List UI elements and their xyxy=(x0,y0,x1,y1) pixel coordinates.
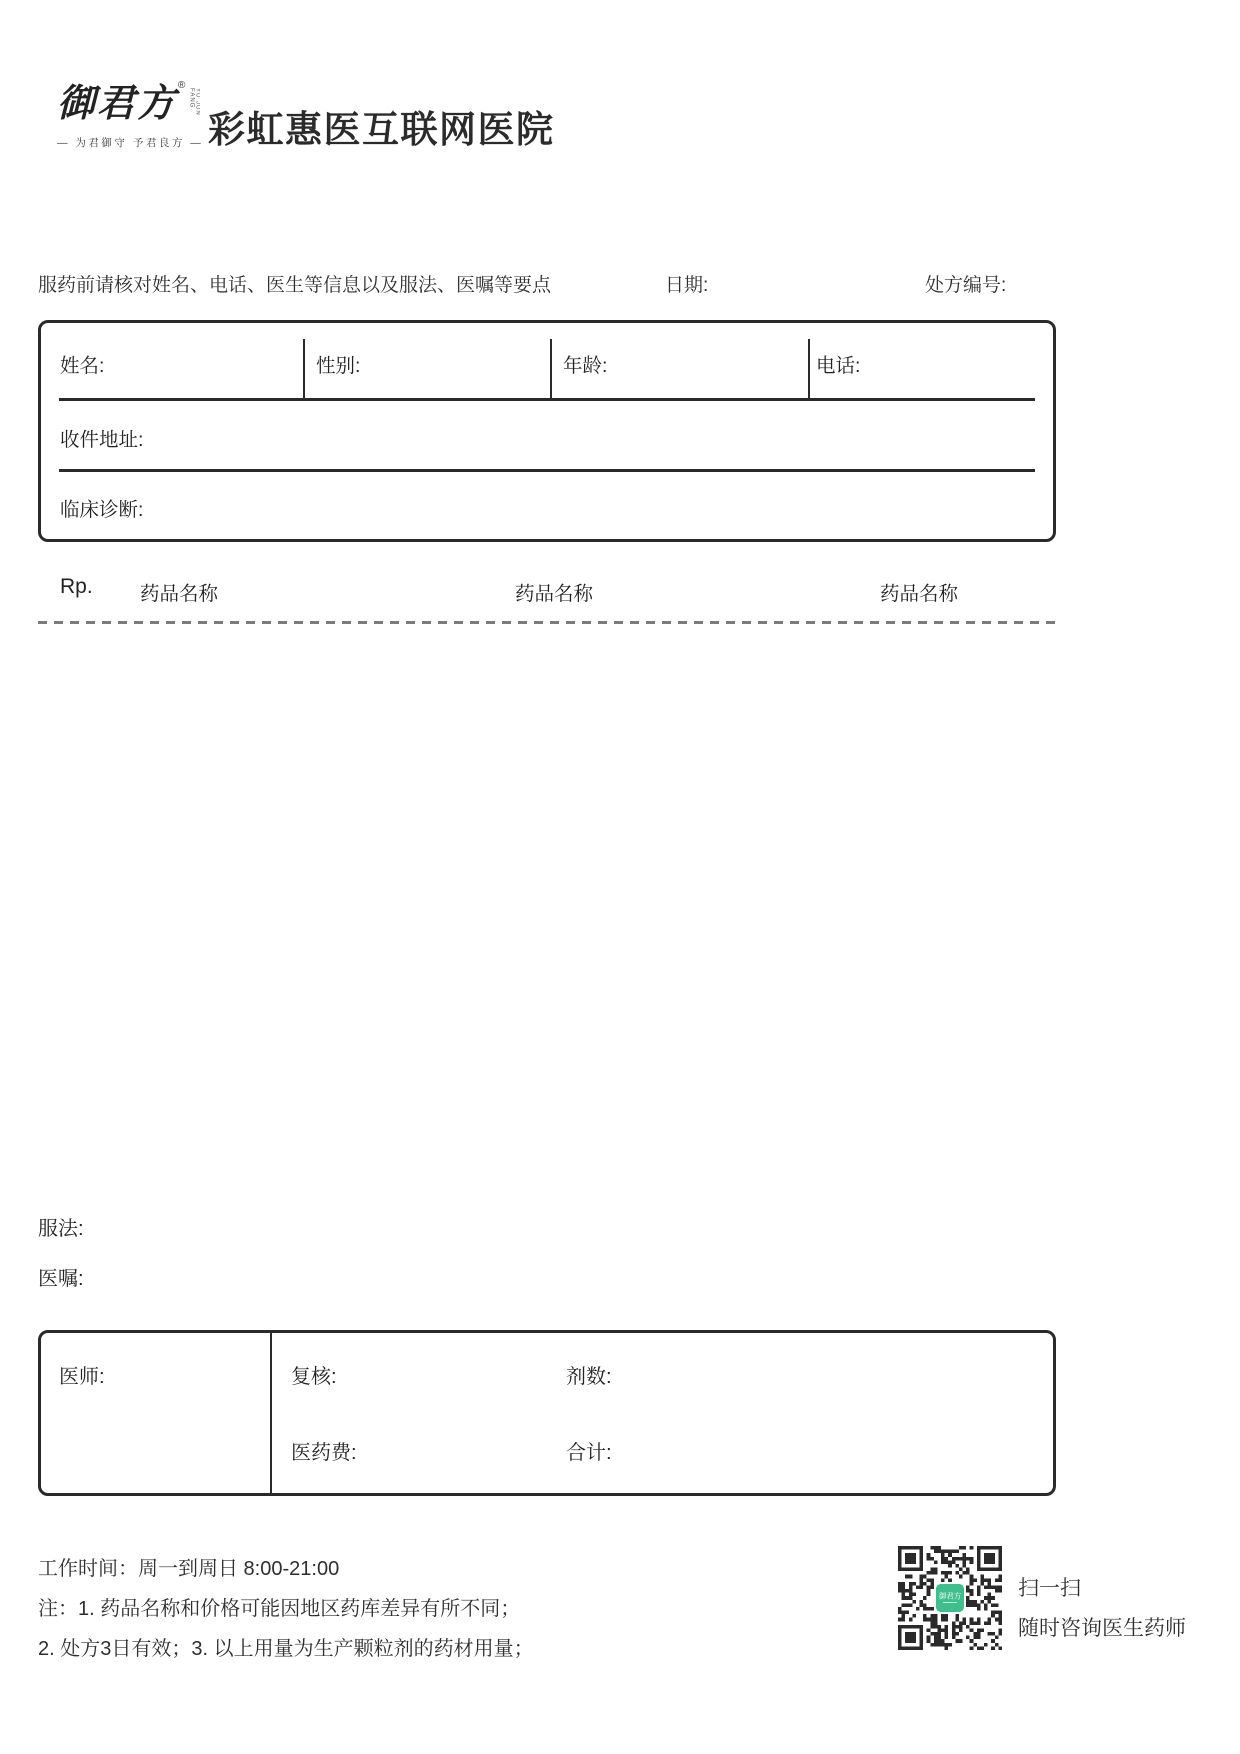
column-divider xyxy=(303,339,305,398)
hospital-title: 彩虹惠医互联网医院 xyxy=(208,109,555,150)
review-label: 复核: xyxy=(291,1366,337,1388)
rx-number-label: 处方编号: xyxy=(925,275,1007,296)
doctor-label: 医师: xyxy=(59,1366,105,1388)
phone-label: 电话: xyxy=(816,355,861,377)
drug-name-column-header: 药品名称 xyxy=(880,583,959,605)
column-divider xyxy=(550,339,552,398)
age-label: 年龄: xyxy=(563,355,608,377)
advice-label: 医嘱: xyxy=(38,1268,84,1290)
gender-label: 性别: xyxy=(316,355,361,377)
drug-name-column-header: 药品名称 xyxy=(140,583,219,605)
brand-logo-vertical-text: YU JUN FANG xyxy=(188,88,201,116)
total-label: 合计: xyxy=(566,1442,612,1464)
name-label: 姓名: xyxy=(60,355,105,377)
registered-trademark-icon: ® xyxy=(178,80,186,91)
brand-logo-text: 御君方 xyxy=(57,80,178,125)
usage-label: 服法: xyxy=(38,1218,84,1240)
svg-text:御君方: 御君方 xyxy=(938,1591,962,1601)
brand-tagline: — 为君御守 予君良方 — xyxy=(57,137,204,149)
row-divider xyxy=(59,469,1035,472)
address-label: 收件地址: xyxy=(60,429,144,451)
dose-count-label: 剂数: xyxy=(566,1366,612,1388)
drug-name-column-header: 药品名称 xyxy=(515,583,594,605)
patient-info-box xyxy=(38,320,1056,542)
signature-box xyxy=(38,1330,1056,1496)
working-hours-text: 工作时间：周一到周日 8:00-21:00 xyxy=(38,1558,340,1580)
note-line-1: 注：1. 药品名称和价格可能因地区药库差异有所不同； xyxy=(38,1598,521,1620)
dashed-separator xyxy=(38,621,1058,624)
qr-caption-consult: 随时咨询医生药师 xyxy=(1018,1617,1186,1640)
qr-code xyxy=(898,1546,1002,1650)
brand-logo xyxy=(57,82,217,150)
rp-label: Rp. xyxy=(60,575,93,598)
column-divider xyxy=(270,1333,272,1493)
diagnosis-label: 临床诊断: xyxy=(60,499,144,521)
column-divider xyxy=(808,339,810,398)
note-line-2: 2. 处方3日有效；3. 以上用量为生产颗粒剂的药材用量； xyxy=(38,1638,534,1660)
prescription-body-blank xyxy=(38,630,1058,1200)
date-label: 日期: xyxy=(665,275,709,296)
medicine-fee-label: 医药费: xyxy=(291,1442,357,1464)
row-divider xyxy=(59,398,1035,401)
check-reminder-text: 服药前请核对姓名、电话、医生等信息以及服法、医嘱等要点 xyxy=(38,275,552,296)
qr-caption-scan: 扫一扫 xyxy=(1018,1577,1081,1600)
